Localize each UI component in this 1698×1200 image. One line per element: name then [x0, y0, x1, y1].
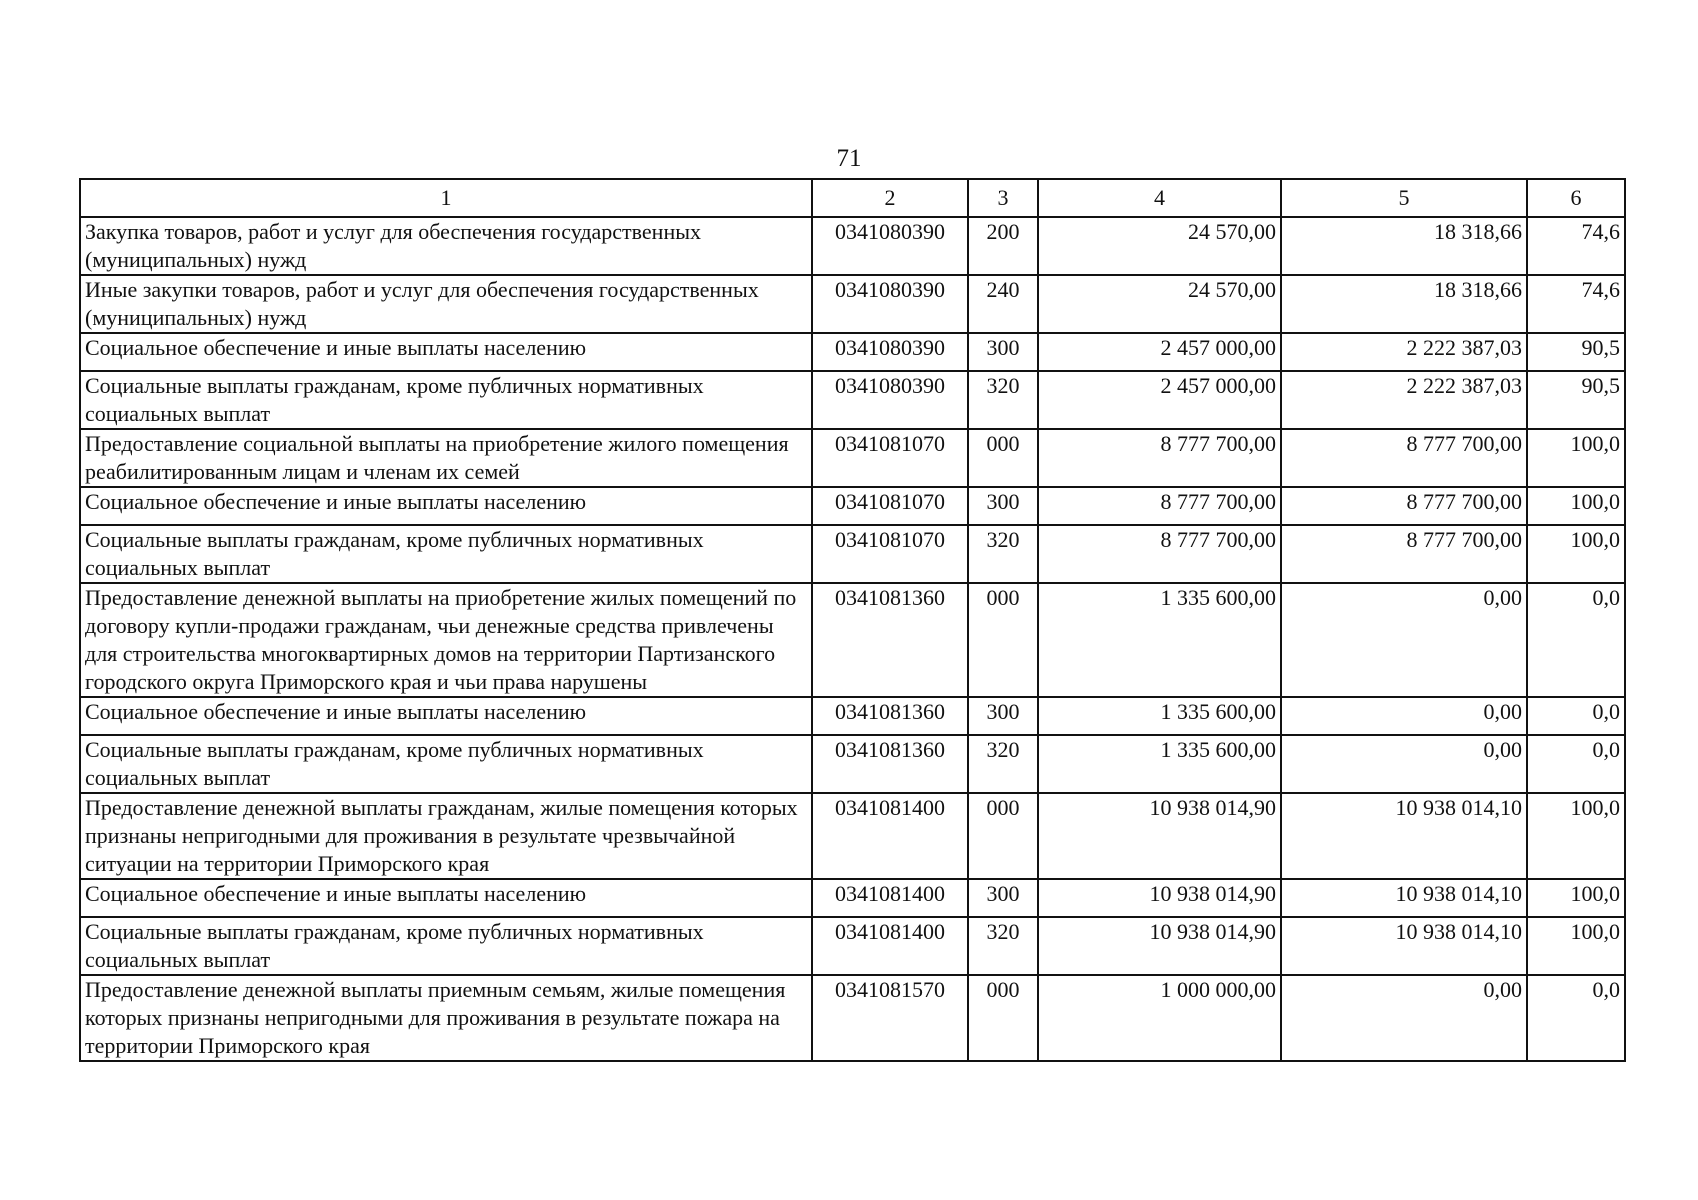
row-name: Социальные выплаты гражданам, кроме публичных нормативных социальных выплат	[80, 917, 812, 975]
row-expense-type: 240	[968, 275, 1038, 333]
row-planned: 24 570,00	[1038, 217, 1281, 275]
column-header: 3	[968, 179, 1038, 217]
row-name: Закупка товаров, работ и услуг для обеспечения государственных (муниципальных) нужд	[80, 217, 812, 275]
page-number: 71	[836, 145, 862, 172]
row-planned: 1 000 000,00	[1038, 975, 1281, 1061]
row-percent: 100,0	[1527, 429, 1625, 487]
column-header: 6	[1527, 179, 1625, 217]
row-planned: 24 570,00	[1038, 275, 1281, 333]
row-executed: 0,00	[1281, 583, 1527, 697]
row-percent: 0,0	[1527, 975, 1625, 1061]
budget-table	[79, 178, 1626, 1062]
row-expense-type: 300	[968, 697, 1038, 735]
row-code: 0341080390	[812, 217, 968, 275]
row-expense-type: 300	[968, 333, 1038, 371]
table-row	[80, 487, 1625, 525]
row-percent: 74,6	[1527, 217, 1625, 275]
row-percent: 100,0	[1527, 487, 1625, 525]
row-percent: 0,0	[1527, 735, 1625, 793]
row-name: Социальные выплаты гражданам, кроме публичных нормативных социальных выплат	[80, 525, 812, 583]
row-expense-type: 320	[968, 525, 1038, 583]
column-header: 4	[1038, 179, 1281, 217]
row-executed: 8 777 700,00	[1281, 525, 1527, 583]
row-percent: 90,5	[1527, 333, 1625, 371]
row-name: Социальные выплаты гражданам, кроме публичных нормативных социальных выплат	[80, 371, 812, 429]
row-code: 0341080390	[812, 371, 968, 429]
row-executed: 18 318,66	[1281, 217, 1527, 275]
row-expense-type: 300	[968, 487, 1038, 525]
row-planned: 1 335 600,00	[1038, 735, 1281, 793]
column-header: 1	[80, 179, 812, 217]
row-name: Предоставление денежной выплаты гражданам, жилые помещения которых признаны непригодными для проживания в результате чрезвычайной ситуации на территории Приморского края	[80, 793, 812, 879]
table-row	[80, 879, 1625, 917]
table-row	[80, 217, 1625, 275]
row-planned: 8 777 700,00	[1038, 487, 1281, 525]
row-code: 0341081070	[812, 487, 968, 525]
row-executed: 10 938 014,10	[1281, 917, 1527, 975]
row-name: Социальное обеспечение и иные выплаты населению	[80, 333, 812, 371]
row-name: Предоставление социальной выплаты на приобретение жилого помещения реабилитированным лицам и членам их семей	[80, 429, 812, 487]
column-header: 5	[1281, 179, 1527, 217]
row-expense-type: 000	[968, 975, 1038, 1061]
row-planned: 1 335 600,00	[1038, 583, 1281, 697]
row-planned: 1 335 600,00	[1038, 697, 1281, 735]
row-executed: 2 222 387,03	[1281, 371, 1527, 429]
row-code: 0341080390	[812, 333, 968, 371]
table-row	[80, 917, 1625, 975]
row-percent: 90,5	[1527, 371, 1625, 429]
row-planned: 2 457 000,00	[1038, 371, 1281, 429]
row-code: 0341081070	[812, 525, 968, 583]
table-row	[80, 735, 1625, 793]
row-executed: 8 777 700,00	[1281, 487, 1527, 525]
row-expense-type: 320	[968, 917, 1038, 975]
row-percent: 74,6	[1527, 275, 1625, 333]
row-expense-type: 300	[968, 879, 1038, 917]
row-planned: 8 777 700,00	[1038, 525, 1281, 583]
row-code: 0341080390	[812, 275, 968, 333]
table-row	[80, 371, 1625, 429]
row-name: Социальное обеспечение и иные выплаты населению	[80, 697, 812, 735]
row-code: 0341081360	[812, 583, 968, 697]
row-executed: 18 318,66	[1281, 275, 1527, 333]
row-percent: 100,0	[1527, 793, 1625, 879]
table-row	[80, 793, 1625, 879]
row-code: 0341081570	[812, 975, 968, 1061]
table-row	[80, 975, 1625, 1061]
table-row	[80, 333, 1625, 371]
row-expense-type: 200	[968, 217, 1038, 275]
row-planned: 10 938 014,90	[1038, 879, 1281, 917]
header-row	[80, 179, 1625, 217]
row-executed: 0,00	[1281, 975, 1527, 1061]
row-name: Социальное обеспечение и иные выплаты населению	[80, 487, 812, 525]
table-row	[80, 583, 1625, 697]
row-name: Социальное обеспечение и иные выплаты населению	[80, 879, 812, 917]
row-planned: 2 457 000,00	[1038, 333, 1281, 371]
row-executed: 8 777 700,00	[1281, 429, 1527, 487]
row-percent: 100,0	[1527, 525, 1625, 583]
row-expense-type: 320	[968, 735, 1038, 793]
row-expense-type: 000	[968, 429, 1038, 487]
row-planned: 10 938 014,90	[1038, 793, 1281, 879]
row-code: 0341081360	[812, 735, 968, 793]
row-code: 0341081400	[812, 879, 968, 917]
row-executed: 0,00	[1281, 735, 1527, 793]
row-percent: 100,0	[1527, 879, 1625, 917]
row-executed: 0,00	[1281, 697, 1527, 735]
row-code: 0341081400	[812, 793, 968, 879]
row-name: Иные закупки товаров, работ и услуг для обеспечения государственных (муниципальных) нужд	[80, 275, 812, 333]
row-executed: 2 222 387,03	[1281, 333, 1527, 371]
table-row	[80, 525, 1625, 583]
row-name: Социальные выплаты гражданам, кроме публичных нормативных социальных выплат	[80, 735, 812, 793]
row-name: Предоставление денежной выплаты на приобретение жилых помещений по договору купли-продажи гражданам, чьи денежные средства привлечены для строительства многоквартирных домов на территории Партизанского городского округа Приморского края и чьи права нарушены	[80, 583, 812, 697]
row-expense-type: 320	[968, 371, 1038, 429]
column-header: 2	[812, 179, 968, 217]
row-expense-type: 000	[968, 793, 1038, 879]
row-executed: 10 938 014,10	[1281, 879, 1527, 917]
row-planned: 8 777 700,00	[1038, 429, 1281, 487]
row-planned: 10 938 014,90	[1038, 917, 1281, 975]
row-name: Предоставление денежной выплаты приемным семьям, жилые помещения которых признаны непригодными для проживания в результате пожара на территории Приморского края	[80, 975, 812, 1061]
table-row	[80, 429, 1625, 487]
table-row	[80, 275, 1625, 333]
row-code: 0341081400	[812, 917, 968, 975]
row-code: 0341081360	[812, 697, 968, 735]
table-row	[80, 697, 1625, 735]
row-percent: 100,0	[1527, 917, 1625, 975]
row-expense-type: 000	[968, 583, 1038, 697]
row-code: 0341081070	[812, 429, 968, 487]
row-executed: 10 938 014,10	[1281, 793, 1527, 879]
row-percent: 0,0	[1527, 697, 1625, 735]
row-percent: 0,0	[1527, 583, 1625, 697]
